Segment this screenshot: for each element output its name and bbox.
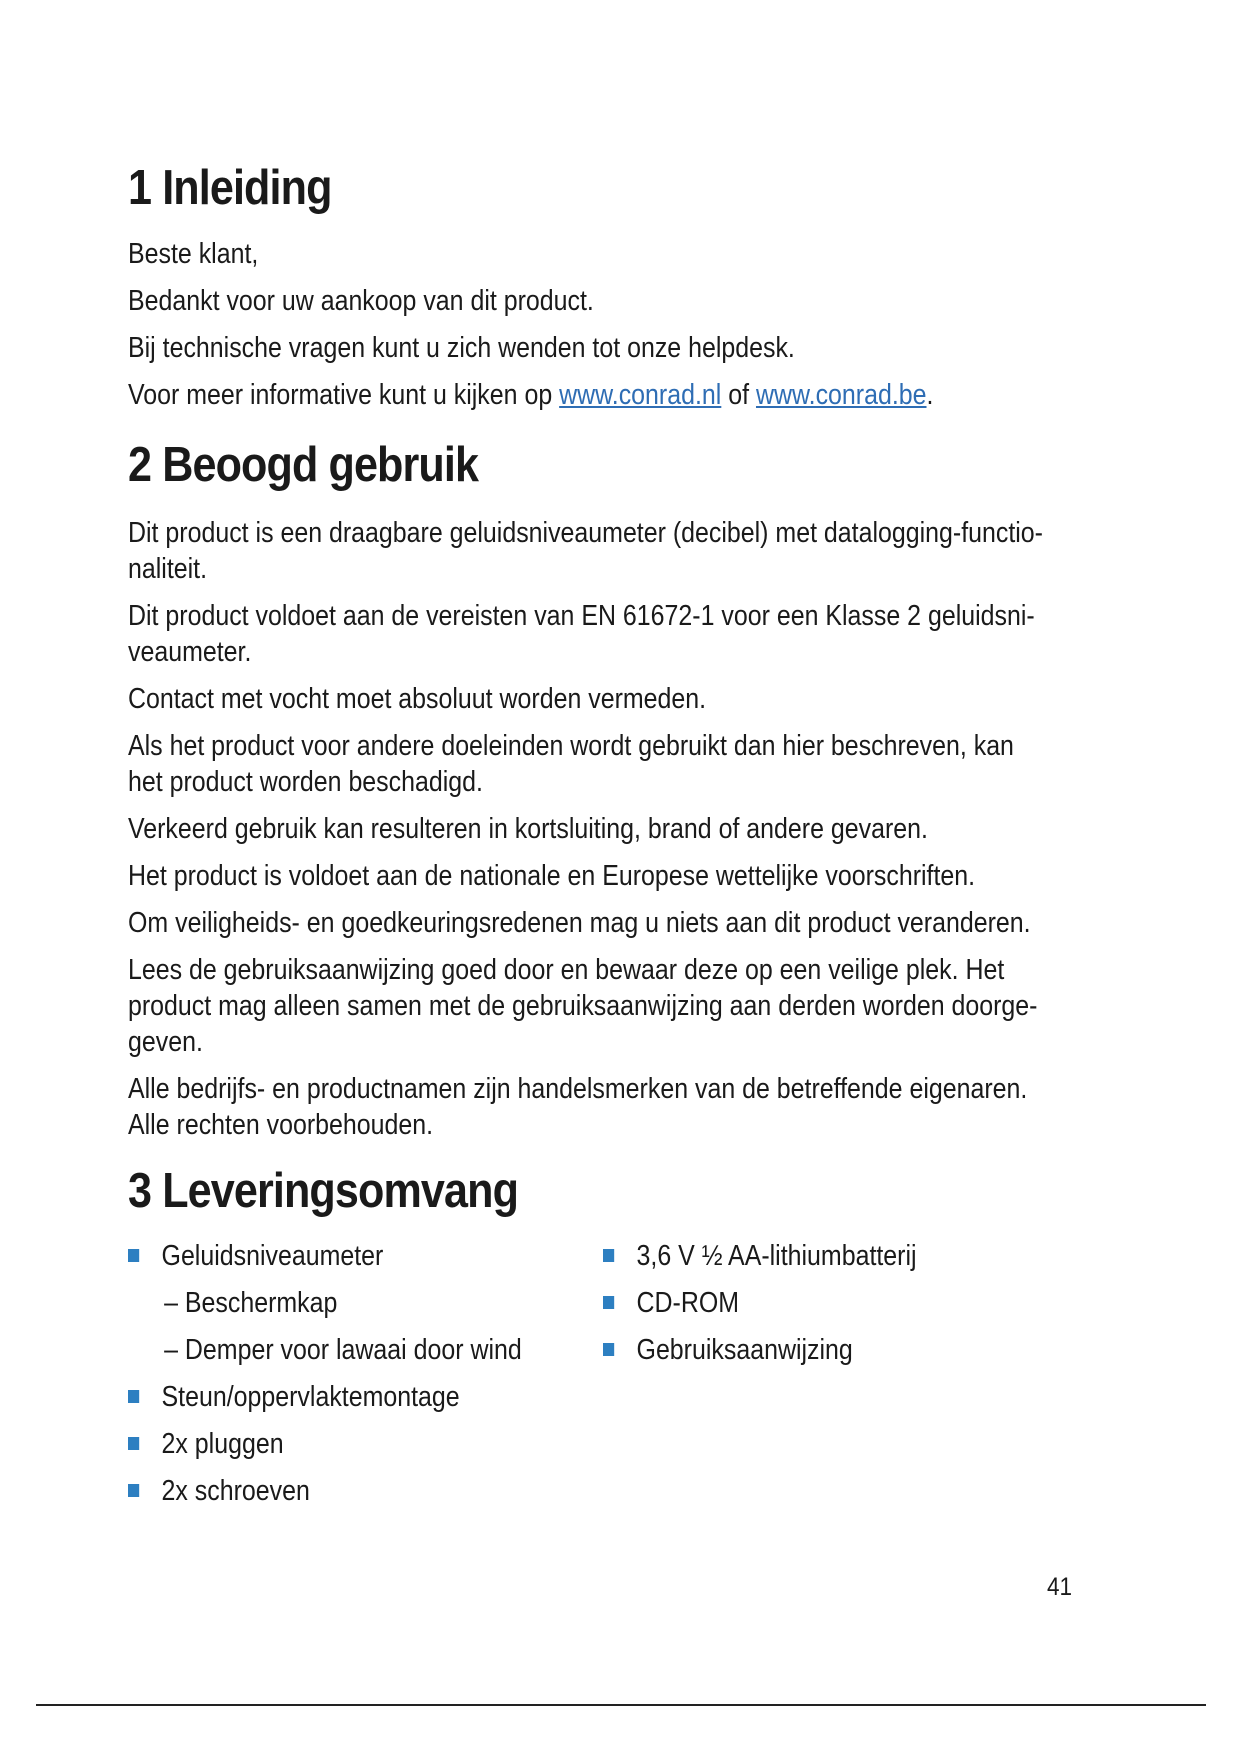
paragraph: Om veiligheids- en goedkeuringsredenen mag u niets aan dit product veranderen. <box>128 907 1031 939</box>
paragraph: Bedankt voor uw aankoop van dit product. <box>128 285 594 317</box>
paragraph: Het product is voldoet aan de nationale en Europese wettelijke voorschriften. <box>128 860 976 892</box>
paragraph: Als het product voor andere doeleinden wordt gebruikt dan hier beschreven, kan het product worden beschadigd. <box>128 730 1014 798</box>
heading-beoogd-gebruik: 2 Beoogd gebruik <box>128 438 479 492</box>
paragraph: Dit product voldoet aan de vereisten van EN 61672-1 voor een Klasse 2 geluidsni- veaumeter. <box>128 600 1035 668</box>
section-inleiding-body <box>128 236 1228 424</box>
paragraph: Alle bedrijfs- en productnamen zijn handelsmerken van de betreffende eigenaren. Alle rechten voorbehouden. <box>128 1073 1028 1141</box>
page-number: 41 <box>1047 1573 1073 1601</box>
list-item: 3,6 V ½ AA-lithiumbatterij <box>603 1238 917 1285</box>
list-item: 2x pluggen <box>128 1426 522 1473</box>
paragraph: Bij technische vragen kunt u zich wenden tot onze helpdesk. <box>128 332 795 364</box>
link-conrad-be[interactable]: www.conrad.be <box>755 379 927 411</box>
heading-inleiding: 1 Inleiding <box>128 161 332 215</box>
list-item: Geluidsniveaumeter <box>128 1238 522 1285</box>
square-bullet-icon <box>128 1249 139 1262</box>
section-beoogd-gebruik-body <box>128 515 1228 1154</box>
list-item: Gebruiksaanwijzing <box>603 1332 917 1379</box>
paragraph: Lees de gebruiksaanwijzing goed door en bewaar deze op een veilige plek. Het product mag alleen samen met de gebruiksaanwijzing aan derden worden doorge- geven. <box>128 954 1038 1058</box>
square-bullet-icon <box>128 1437 139 1450</box>
paragraph-links <box>128 377 1074 413</box>
list-subitem: – Beschermkap <box>164 1287 338 1319</box>
square-bullet-icon <box>603 1343 614 1356</box>
links-suffix: . <box>926 379 934 411</box>
delivery-list-right <box>603 1238 968 1379</box>
delivery-list-left <box>128 1238 586 1520</box>
square-bullet-icon <box>603 1296 614 1309</box>
paragraph: Beste klant, <box>128 238 259 270</box>
paragraph: Verkeerd gebruik kan resulteren in kortsluiting, brand of andere gevaren. <box>128 813 928 845</box>
links-prefix: Voor meer informative kunt u kijken op <box>128 379 560 411</box>
list-item: CD-ROM <box>603 1285 917 1332</box>
paragraph: Dit product is een draagbare geluidsniveaumeter (decibel) met datalogging-functio- naliteit. <box>128 517 1043 585</box>
footer-divider <box>36 1704 1206 1706</box>
link-conrad-nl[interactable]: www.conrad.nl <box>559 379 722 411</box>
list-item: 2x schroeven <box>128 1473 522 1520</box>
links-between: of <box>721 379 756 411</box>
list-item: Steun/oppervlaktemontage <box>128 1379 522 1426</box>
list-subitem: – Demper voor lawaai door wind <box>164 1334 522 1366</box>
square-bullet-icon <box>128 1390 139 1403</box>
square-bullet-icon <box>128 1484 139 1497</box>
paragraph: Contact met vocht moet absoluut worden vermeden. <box>128 683 707 715</box>
square-bullet-icon <box>603 1249 614 1262</box>
heading-leveringsomvang: 3 Leveringsomvang <box>128 1164 519 1218</box>
